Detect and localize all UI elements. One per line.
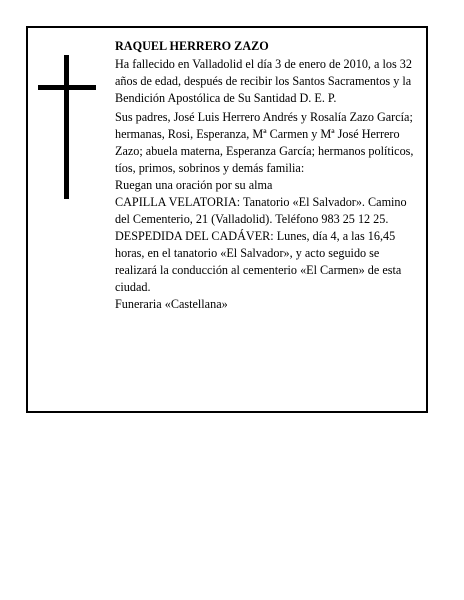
cross-icon: [38, 55, 96, 199]
farewell-info: DESPEDIDA DEL CADÁVER: Lunes, día 4, a las 16,45 horas, en el tanatorio «El Salvador», y acto seguido se realizará la conducción al cementerio «El Carmen» de esta ciudad.: [115, 229, 402, 294]
cross-horizontal-bar: [38, 85, 96, 90]
obituary-notice: [26, 26, 428, 413]
funeral-home: Funeraria «Castellana»: [115, 297, 228, 311]
chapel-info: CAPILLA VELATORIA: Tanatorio «El Salvador». Camino del Cementerio, 21 (Valladolid). Teléfono 983 25 12 25.: [115, 195, 407, 226]
cross-vertical-bar: [64, 55, 69, 199]
death-announcement: Ha fallecido en Valladolid el día 3 de enero de 2010, a los 32 años de edad, después de recibir los Santos Sacramentos y la Bendición Apostólica de Su Santidad D. E. P.: [115, 57, 412, 105]
family-list: Sus padres, José Luis Herrero Andrés y Rosalía Zazo García; hermanas, Rosi, Esperanza, Mª Carmen y Mª José Herrero Zazo; abuela materna, Esperanza García; hermanos políticos, tíos, primos, sobrinos y demás familia:: [115, 110, 414, 175]
notice-text: [115, 38, 419, 313]
prayer-request: Ruegan una oración por su alma: [115, 178, 273, 192]
deceased-name: RAQUEL HERRERO ZAZO: [115, 39, 269, 53]
